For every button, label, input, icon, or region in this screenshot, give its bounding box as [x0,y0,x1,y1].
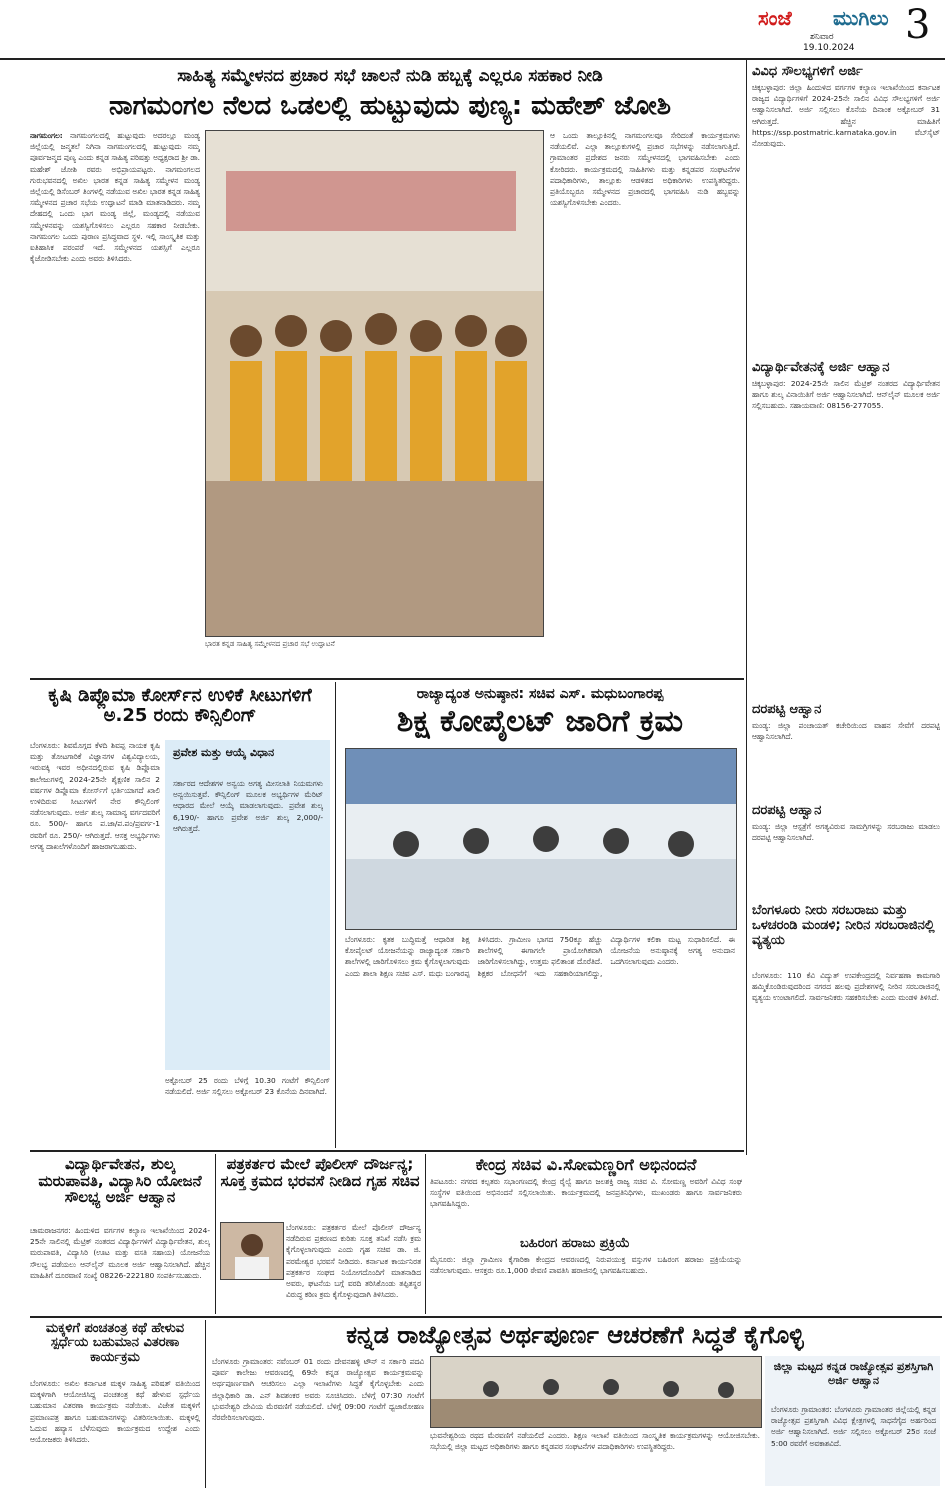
auction-text: ಮೈಸೂರು: ಜಿಲ್ಲಾ ಗ್ರಾಮೀಣ ಕೈಗಾರಿಕಾ ಕೇಂದ್ರದ ಆವರಣದಲ್ಲಿ ನಿರುಪಯುಕ್ತ ವಸ್ತುಗಳ ಬಹಿರಂಗ ಹರಾಜು ಪ್ರಕ್ರಿಯೆಯನ್ನು ನಡೆಸಲಾಗುವುದು. ಆಸಕ್ತರು ರೂ.1,000 ಠೇವಣಿ ಪಾವತಿಸಿ ಹರಾಜಿನಲ್ಲಿ ಭಾಗವಹಿಸಬಹುದು. [430,1255,742,1276]
rajyotsava-headline: ಕನ್ನಡ ರಾಜ್ಯೋತ್ಸವ ಅರ್ಥಪೂರ್ಣ ಆಚರಣೆಗೆ ಸಿದ್ಧತೆ ಕೈಗೊಳ್ಳಿ [346,1321,804,1349]
water-notice-text: ಬೆಂಗಳೂರು: 110 ಕೆವಿ ವಿದ್ಯುತ್ ಉಪಕೇಂದ್ರದಲ್ಲಿ ನಿರ್ವಹಣಾ ಕಾಮಗಾರಿ ಹಮ್ಮಿಕೊಂಡಿರುವುದರಿಂದ ನಗರದ ಹಲವು ಪ್ರದೇಶಗಳಲ್ಲಿ ನೀರಿನ ಸರಬರಾಜಿನಲ್ಲಿ ವ್ಯತ್ಯಯ ಉಂಟಾಗಲಿದೆ. ಸಾರ್ವಜನಿಕರು ಸಹಕರಿಸಬೇಕು ಎಂದು ಮಂಡಳಿ ತಿಳಿಸಿದೆ. [752,971,940,1003]
notice2-text: ಚಿಕ್ಕಬಳ್ಳಾಪುರ: 2024-25ನೇ ಸಾಲಿನ ಮೆಟ್ರಿಕ್ ನಂತರದ ವಿದ್ಯಾರ್ಥಿವೇತನ ಹಾಗೂ ಶುಲ್ಕ ವಿನಾಯಿತಿಗೆ ಅರ್ಜಿ ಆಹ್ವಾನಿಸಲಾಗಿದೆ. ಆನ್‌ಲೈನ್ ಮೂಲಕ ಅರ್ಜಿ ಸಲ್ಲಿಸಬಹುದು. ಸಹಾಯವಾಣಿ: 08156-277055. [752,379,940,411]
brand-name-part1: ಸಂಜೆ [758,6,792,30]
minister-text: ಬೆಂಗಳೂರು: ಕೃತಕ ಬುದ್ಧಿಮತ್ತೆ ಆಧಾರಿತ ಶಿಕ್ಷ ಕೋಪೈಲಟ್ ಯೋಜನೆಯನ್ನು ರಾಜ್ಯಾದ್ಯಂತ ಸರ್ಕಾರಿ ಶಾಲೆಗಳಲ್ಲಿ ಜಾರಿಗೊಳಿಸಲು ಕ್ರಮ ಕೈಗೊಳ್ಳಲಾಗುವುದು ಎಂದು ಶಾಲಾ ಶಿಕ್ಷಣ ಸಚಿವ ಎಸ್. ಮಧು ಬಂಗಾರಪ್ಪ ತಿಳಿಸಿದರು. ಗ್ರಾಮೀಣ ಭಾಗದ 750ಕ್ಕೂ ಹೆಚ್ಚು ಶಾಲೆಗಳಲ್ಲಿ ಈಗಾಗಲೇ ಪ್ರಾಯೋಗಿಕವಾಗಿ ಜಾರಿಗೊಳಿಸಲಾಗಿದ್ದು, ಉತ್ತಮ ಫಲಿತಾಂಶ ದೊರೆತಿದೆ. ಶಿಕ್ಷಕರ ಬೋಧನೆಗೆ ಇದು ಸಹಕಾರಿಯಾಗಲಿದ್ದು, ವಿದ್ಯಾರ್ಥಿಗಳ ಕಲಿಕಾ ಮಟ್ಟ ಸುಧಾರಿಸಲಿದೆ. ಈ ಯೋಜನೆಯ ಅನುಷ್ಠಾನಕ್ಕೆ ಅಗತ್ಯ ಅನುದಾನ ಒದಗಿಸಲಾಗುವುದು ಎಂದರು. [345,935,735,978]
notice2-headline: ವಿದ್ಯಾರ್ಥಿವೇತನಕ್ಕೆ ಅರ್ಜಿ ಆಹ್ವಾನ [752,360,890,375]
auction-headline: ಬಹಿರಂಗ ಹರಾಜು ಪ್ರಕ್ರಿಯೆ [520,1236,630,1251]
agri-text: ಬೆಂಗಳೂರು: ಶಿವಮೊಗ್ಗದ ಕೆಳದಿ ಶಿವಪ್ಪ ನಾಯಕ ಕೃಷಿ ಮತ್ತು ತೋಟಗಾರಿಕೆ ವಿಜ್ಞಾನಗಳ ವಿಶ್ವವಿದ್ಯಾಲಯ, ಇರುವಕ್ಕಿ ಇವರ ಅಧೀನದಲ್ಲಿರುವ ಕೃಷಿ ಡಿಪ್ಲೊಮಾ ಕಾಲೇಜುಗಳಲ್ಲಿ 2024-25ನೇ ಶೈಕ್ಷಣಿಕ ಸಾಲಿನ 2 ವರ್ಷಗಳ ಡಿಪ್ಲೊಮಾ ಕೋರ್ಸ್‌ಗೆ ಭರ್ತಿಯಾಗದೆ ಖಾಲಿ ಉಳಿದಿರುವ ಸೀಟುಗಳಿಗೆ ನೇರ ಕೌನ್ಸಿಲಿಂಗ್ ನಡೆಸಲಾಗುವುದು. ಅರ್ಜಿ ಶುಲ್ಕ ಸಾಮಾನ್ಯ ವರ್ಗದವರಿಗೆ ರೂ. 500/- ಹಾಗೂ ಪ.ಜಾ/ಪ.ಪಂ/ಪ್ರವರ್ಗ-1 ರವರಿಗೆ ರೂ. 250/- ಆಗಿರುತ್ತದೆ. ಆಸಕ್ತ ಅಭ್ಯರ್ಥಿಗಳು ಅಗತ್ಯ ದಾಖಲೆಗಳೊಂದಿಗೆ ಹಾಜರಾಗಬಹುದು. [30,741,160,851]
lead-photo-caption: ಭಾರತ ಕನ್ನಡ ಸಾಹಿತ್ಯ ಸಮ್ಮೇಳನದ ಪ್ರಚಾರ ಸಭೆ ಉದ್ಘಾಟನೆ [205,640,335,648]
agri-info-box [165,740,330,1070]
notice3-headline: ದರಪಟ್ಟಿ ಆಹ್ವಾನ [752,702,822,717]
issue-date: 19.10.2024 [803,43,855,53]
agri-footer-text: ಅಕ್ಟೋಬರ್ 25 ರಂದು ಬೆಳಿಗ್ಗೆ 10.30 ಗಂಟೆಗೆ ಕೌನ್ಸಿಲಿಂಗ್ ನಡೆಯಲಿದೆ. ಅರ್ಜಿ ಸಲ್ಲಿಸಲು ಅಕ್ಟೋಬರ್ 23 ಕೊನೆಯ ದಿನವಾಗಿದೆ. [165,1076,330,1097]
agri-box-text: ಸರ್ಕಾರದ ಆದೇಶಗಳ ಅನ್ವಯ ಅಗತ್ಯ ಮೀಸಲಾತಿ ನಿಯಮಗಳು ಅನ್ವಯಿಸುತ್ತವೆ. ಕೌನ್ಸಿಲಿಂಗ್ ಮೂಲಕ ಅಭ್ಯರ್ಥಿಗಳ ಮೆರಿಟ್ ಆಧಾರದ ಮೇಲೆ ಆಯ್ಕೆ ಮಾಡಲಾಗುವುದು. ಪ್ರವೇಶ ಶುಲ್ಕ 6,190/- ಹಾಗೂ ಪ್ರವೇಶ ಅರ್ಜಿ ಶುಲ್ಕ 2,000/- ಆಗಿರುತ್ತದೆ. [173,779,323,833]
congrats-headline: ಕೇಂದ್ರ ಸಚಿವ ವಿ.ಸೋಮಣ್ಣರಿಗೆ ಅಭಿನಂದನೆ [475,1155,697,1174]
scholarship-text: ಚಾಮರಾಜನಗರ: ಹಿಂದುಳಿದ ವರ್ಗಗಳ ಕಲ್ಯಾಣ ಇಲಾಖೆಯಿಂದ 2024-25ನೇ ಸಾಲಿನಲ್ಲಿ ಮೆಟ್ರಿಕ್ ನಂತರದ ವಿದ್ಯಾರ್ಥಿಗಳಿಗೆ ವಿದ್ಯಾರ್ಥಿವೇತನ, ಶುಲ್ಕ ಮರುಪಾವತಿ, ವಿದ್ಯಾಸಿರಿ (ಊಟ ಮತ್ತು ವಸತಿ ಸಹಾಯ) ಯೋಜನೆಯ ಸೌಲಭ್ಯ ಪಡೆಯಲು ಆನ್‌ಲೈನ್ ಮೂಲಕ ಅರ್ಜಿ ಆಹ್ವಾನಿಸಲಾಗಿದೆ. ಹೆಚ್ಚಿನ ಮಾಹಿತಿಗೆ ದೂರವಾಣಿ ಸಂಖ್ಯೆ 08226-222180 ಸಂಪರ್ಕಿಸಬಹುದು. [30,1226,210,1280]
rajyotsava-photo [430,1356,762,1428]
story-contest-headline: ಮಕ್ಕಳಿಗೆ ಪಂಚತಂತ್ರ ಕಥೆ ಹೇಳುವ ಸ್ಪರ್ಧೆಯ ಬಹುಮಾನ ವಿತರಣಾ ಕಾರ್ಯಕ್ರಮ [45,1321,185,1365]
award-notice-text: ಬೆಂಗಳೂರು ಗ್ರಾಮಾಂತರ: ಬೆಂಗಳೂರು ಗ್ರಾಮಾಂತರ ಜಿಲ್ಲೆಯಲ್ಲಿ ಕನ್ನಡ ರಾಜ್ಯೋತ್ಸವ ಪ್ರಶಸ್ತಿಗಾಗಿ ವಿವಿಧ ಕ್ಷೇತ್ರಗಳಲ್ಲಿ ಸಾಧನೆಗೈದ ಅರ್ಹರಿಂದ ಅರ್ಜಿ ಆಹ್ವಾನಿಸಲಾಗಿದೆ. ಅರ್ಜಿ ಸಲ್ಲಿಸಲು ಅಕ್ಟೋಬರ್ 25ರ ಸಂಜೆ 5:00 ರವರೆಗೆ ಅವಕಾಶವಿದೆ. [771,1405,936,1448]
portrait-graphic [221,1223,283,1279]
brand-name-part2: ಮುಗಿಲು [833,6,889,30]
page-number: 3 [905,2,931,48]
minister-headline: ಶಿಕ್ಷ ಕೋಪೈಲಟ್ ಜಾರಿಗೆ ಕ್ರಮ [396,704,684,739]
lead-photo [205,130,544,637]
lead-dateline: ನಾಗಮಂಗಲ: [30,131,63,140]
rajyotsava-text-right: ಭುವನೇಶ್ವರಿಯ ರಥದ ಮೆರವಣಿಗೆ ನಡೆಯಲಿದೆ ಎಂದರು. ಶಿಕ್ಷಣ ಇಲಾಖೆ ವತಿಯಿಂದ ಸಾಂಸ್ಕೃತಿಕ ಕಾರ್ಯಕ್ರಮಗಳನ್ನು ಆಯೋಜಿಸಬೇಕು. ಸಭೆಯಲ್ಲಿ ಜಿಲ್ಲಾ ಮಟ್ಟದ ಅಧಿಕಾರಿಗಳು ಹಾಗೂ ಕನ್ನಡಪರ ಸಂಘಟನೆಗಳ ಪದಾಧಿಕಾರಿಗಳು ಉಪಸ್ಥಿತರಿದ್ದರು. [430,1431,760,1452]
section-divider-2 [30,1150,744,1152]
rajyotsava-text-left: ಬೆಂಗಳೂರು ಗ್ರಾಮಾಂತರ: ನವೆಂಬರ್ 01 ರಂದು ದೇವನಹಳ್ಳಿ ಟೌನ್ ನ ಸರ್ಕಾರಿ ಪದವಿ ಪೂರ್ವ ಕಾಲೇಜು ಆವರಣದಲ್ಲಿ 69ನೇ ಕನ್ನಡ ರಾಜ್ಯೋತ್ಸವ ಕಾರ್ಯಕ್ರಮವನ್ನು ಅರ್ಥಪೂರ್ಣವಾಗಿ ಆಚರಿಸಲು ಎಲ್ಲಾ ಇಲಾಖೆಗಳು ಸಿದ್ಧತೆ ಕೈಗೊಳ್ಳಬೇಕು ಎಂದು ಜಿಲ್ಲಾಧಿಕಾರಿ ಡಾ. ಎನ್ ಶಿವಶಂಕರ ಅವರು ಸೂಚಿಸಿದರು. ಬೆಳಿಗ್ಗೆ 07:30 ಗಂಟೆಗೆ ಭುವನೇಶ್ವರಿ ದೇವಿಯ ಮೆರವಣಿಗೆ ನಡೆಯಲಿದೆ. ಬೆಳಿಗ್ಗೆ 09:00 ಗಂಟೆಗೆ ಧ್ವಜಾರೋಹಣ ನೆರವೇರಿಸಲಾಗುವುದು. [212,1357,424,1423]
notice1-text: ಚಿಕ್ಕಬಳ್ಳಾಪುರ: ಜಿಲ್ಲಾ ಹಿಂದುಳಿದ ವರ್ಗಗಳ ಕಲ್ಯಾಣ ಇಲಾಖೆಯಿಂದ ಕರ್ನಾಟಕ ರಾಜ್ಯದ ವಿದ್ಯಾರ್ಥಿಗಳಿಗೆ 2024-25ನೇ ಸಾಲಿನ ವಿವಿಧ ಸೌಲಭ್ಯಗಳಿಗೆ ಅರ್ಜಿ ಆಹ್ವಾನಿಸಲಾಗಿದೆ. ಅರ್ಜಿ ಸಲ್ಲಿಸಲು ಕೊನೆಯ ದಿನಾಂಕ ಅಕ್ಟೋಬರ್ 31 ಆಗಿರುತ್ತದೆ. ಹೆಚ್ಚಿನ ಮಾಹಿತಿಗೆ https://ssp.postmatric.karnataka.gov.in ವೆಬ್‌ಸೈಟ್ ನೋಡುವುದು. [752,83,940,149]
official-meeting-photo-graphic [431,1357,761,1427]
notice3-text: ಮಂಡ್ಯ: ಜಿಲ್ಲಾ ಪಂಚಾಯತ್ ಕಚೇರಿಯಿಂದ ವಾಹನ ಸೇವೆಗೆ ದರಪಟ್ಟಿ ಆಹ್ವಾನಿಸಲಾಗಿದೆ. [752,721,940,742]
minister-photo [345,748,737,930]
column-divider-2 [335,682,336,1148]
notice4-text: ಮಂಡ್ಯ: ಜಿಲ್ಲಾ ಆಸ್ಪತ್ರೆಗೆ ಅಗತ್ಯವಿರುವ ಸಾಮಗ್ರಿಗಳನ್ನು ಸರಬರಾಜು ಮಾಡಲು ದರಪಟ್ಟಿ ಆಹ್ವಾನಿಸಲಾಗಿದೆ. [752,822,940,843]
column-divider-5 [205,1320,206,1488]
issue-day: ಶನಿವಾರ [810,32,834,42]
minister-portrait [220,1222,284,1280]
lead-headline: ನಾಗಮಂಗಲ ನೆಲದ ಒಡಲಲ್ಲಿ ಹುಟ್ಟುವುದು ಪುಣ್ಯ: ಮಹೇಶ್ ಜೋಶಿ [108,91,672,121]
award-notice-box [765,1356,940,1486]
ceremony-photo-graphic [206,131,543,636]
column-divider-3 [215,1154,216,1314]
notice1-headline: ವಿವಿಧ ಸೌಲಭ್ಯಗಳಿಗೆ ಅರ್ಜಿ [752,64,863,79]
meeting-photo-graphic [346,749,736,929]
notice4-headline: ದರಪಟ್ಟಿ ಆಹ್ವಾನ [752,803,822,818]
agri-headline: ಕೃಷಿ ಡಿಪ್ಲೊಮಾ ಕೋರ್ಸ್‌ನ ಉಳಿಕೆ ಸೀಟುಗಳಿಗೆ ಅ.25 ರಂದು ಕೌನ್ಸಿಲಿಂಗ್ [48,685,312,726]
lead-kicker: ಸಾಹಿತ್ಯ ಸಮ್ಮೇಳನದ ಪ್ರಚಾರ ಸಭೆ ಚಾಲನೆ ನುಡಿ ಹಬ್ಬಕ್ಕೆ ಎಲ್ಲರೂ ಸಹಕಾರ ನೀಡಿ [177,66,603,86]
scholarship-headline: ವಿದ್ಯಾರ್ಥಿವೇತನ, ಶುಲ್ಕ ಮರುಪಾವತಿ, ವಿದ್ಯಾಸಿರಿ ಯೋಜನೆ ಸೌಲಭ್ಯ ಅರ್ಜಿ ಆಹ್ವಾನ [38,1155,202,1206]
lead-text-mid: ಆ ಒಂದು ತಾಲ್ಲೂಕಿನಲ್ಲಿ ನಾಗಮಂಗಲವೂ ಸೇರಿದಂತೆ ಕಾರ್ಯಕ್ರಮಗಳು ನಡೆಯಲಿವೆ. ಎಲ್ಲಾ ತಾಲ್ಲೂಕುಗಳಲ್ಲಿ ಪ್ರಚಾರ ಸಭೆಗಳನ್ನು ನಡೆಸಲಾಗುತ್ತಿದೆ. ಗ್ರಾಮಾಂತರ ಪ್ರದೇಶದ ಜನರು ಸಮ್ಮೇಳನದಲ್ಲಿ ಭಾಗವಹಿಸಬೇಕು ಎಂದು ಕೋರಿದರು. ಕಾರ್ಯಕ್ರಮದಲ್ಲಿ ಸಾಹಿತಿಗಳು ಮತ್ತು ಕನ್ನಡಪರ ಸಂಘಟನೆಗಳ ಪದಾಧಿಕಾರಿಗಳು, ತಾಲ್ಲೂಕು ಆಡಳಿತದ ಅಧಿಕಾರಿಗಳು ಉಪಸ್ಥಿತರಿದ್ದರು. ಪ್ರತಿಯೊಬ್ಬರೂ ಸಮ್ಮೇಳನದ ಪ್ರಚಾರದಲ್ಲಿ ಭಾಗವಹಿಸಿ ನುಡಿ ಹಬ್ಬವನ್ನು ಯಶಸ್ವಿಗೊಳಿಸಬೇಕು ಎಂದರು. [550,131,740,208]
agri-box-title: ಪ್ರವೇಶ ಮತ್ತು ಆಯ್ಕೆ ವಿಧಾನ [173,746,275,759]
police-text: ಬೆಂಗಳೂರು: ಪತ್ರಕರ್ತರ ಮೇಲೆ ಪೊಲೀಸ್ ದೌರ್ಜನ್ಯ ನಡೆದಿರುವ ಪ್ರಕರಣದ ಕುರಿತು ಸೂಕ್ತ ತನಿಖೆ ನಡೆಸಿ ಕ್ರಮ ಕೈಗೊಳ್ಳಲಾಗುವುದು ಎಂದು ಗೃಹ ಸಚಿವ ಡಾ. ಜಿ. ಪರಮೇಶ್ವರ ಭರವಸೆ ನೀಡಿದರು. ಕರ್ನಾಟಕ ಕಾರ್ಯನಿರತ ಪತ್ರಕರ್ತರ ಸಂಘದ ನಿಯೋಗದೊಂದಿಗೆ ಮಾತನಾಡಿದ ಅವರು, ಘಟನೆಯ ಬಗ್ಗೆ ವರದಿ ತರಿಸಿಕೊಂಡು ತಪ್ಪಿತಸ್ಥರ ವಿರುದ್ಧ ಕಠಿಣ ಕ್ರಮ ಕೈಗೊಳ್ಳುವುದಾಗಿ ತಿಳಿಸಿದರು. [286,1223,421,1300]
story-contest-text: ಬೆಂಗಳೂರು: ಅಖಿಲ ಕರ್ನಾಟಕ ಮಕ್ಕಳ ಸಾಹಿತ್ಯ ಪರಿಷತ್ ವತಿಯಿಂದ ಮಕ್ಕಳಿಗಾಗಿ ಆಯೋಜಿಸಿದ್ದ ಪಂಚತಂತ್ರ ಕಥೆ ಹೇಳುವ ಸ್ಪರ್ಧೆಯ ಬಹುಮಾನ ವಿತರಣಾ ಕಾರ್ಯಕ್ರಮ ನಡೆಯಿತು. ವಿಜೇತ ಮಕ್ಕಳಿಗೆ ಪ್ರಮಾಣಪತ್ರ ಹಾಗೂ ಬಹುಮಾನಗಳನ್ನು ವಿತರಿಸಲಾಯಿತು. ಮಕ್ಕಳಲ್ಲಿ ಓದುವ ಹವ್ಯಾಸ ಬೆಳೆಸುವುದು ಕಾರ್ಯಕ್ರಮದ ಉದ್ದೇಶ ಎಂದು ಆಯೋಜಕರು ತಿಳಿಸಿದರು. [30,1379,200,1445]
brand-logo [758,6,908,53]
lead-body-left: ನಾಗಮಂಗಲದಲ್ಲಿ ಹುಟ್ಟುವುದು ಅದರಲ್ಲೂ ಮಂಡ್ಯ ಜಿಲ್ಲೆಯಲ್ಲಿ ಜನ್ಮತಲೆ ನಿಗಿನಾ ನಾಗಮಂಗಲದಲ್ಲಿ ಹುಟ್ಟುವುದು ನಮ್ಮ ಪೂರ್ವಜನ್ಮದ ಪುಣ್ಯ ಎಂದು ಕನ್ನಡ ಸಾಹಿತ್ಯ ಪರಿಷತ್ತು ಅಧ್ಯಕ್ಷರಾದ ಶ್ರೀ ಡಾ. ಮಹೇಶ್ ಜೋಶಿ ರವರು ಅಭಿಪ್ರಾಯಪಟ್ಟರು. ನಾಗಮಂಗಲದ ಗುರುಭವನದಲ್ಲಿ ಅಖಿಲ ಭಾರತ ಕನ್ನಡ ಸಾಹಿತ್ಯ ಸಮ್ಮೇಳನ ಮಂಡ್ಯ ಜಿಲ್ಲೆಯಲ್ಲಿ ಡಿಸೆಂಬರ್ ತಿಂಗಳಲ್ಲಿ ನಡೆಯುವ ಅಖಿಲ ಭಾರತ ಕನ್ನಡ ಸಾಹಿತ್ಯ ಸಮ್ಮೇಳನದ ಪ್ರಚಾರ ಸಭೆಯ ಉದ್ಘಾಟನೆ ಮಾಡಿ ಮಾತನಾಡಿದರು. ನಮ್ಮ ದೇಹದಲ್ಲಿ ಒಂದು ಭಾಗ ಮಂಡ್ಯ ಜಿಲ್ಲೆ, ಮಂಡ್ಯದಲ್ಲಿ ನಡೆಯುವ ಸಮ್ಮೇಳನವನ್ನು ಯಶಸ್ವಿಗೊಳಿಸಲು ಎಲ್ಲರೂ ಸಹಕಾರ ನೀಡಬೇಕು. ನಾಗಮಂಗಲ ಒಂದು ಪುರಾಣ ಪ್ರಸಿದ್ಧವಾದ ಸ್ಥಳ. ಇಲ್ಲಿ ಸಾಂಸ್ಕೃತಿಕ ಮತ್ತು ಐತಿಹಾಸಿಕ ಪರಂಪರೆ ಇದೆ. ಸಮ್ಮೇಳನದ ಯಶಸ್ಸಿಗೆ ಎಲ್ಲರೂ ಕೈಜೋಡಿಸಬೇಕು ಎಂದು ಅವರು ತಿಳಿಸಿದರು. [30,131,200,264]
section-divider-1 [30,678,744,680]
lead-text-left [30,130,200,672]
masthead [0,0,945,60]
minister-kicker: ರಾಜ್ಯಾದ್ಯಂತ ಅನುಷ್ಠಾನ: ಸಚಿವ ಎಸ್. ಮಧುಬಂಗಾರಪ್ಪ [416,686,664,702]
right-column-divider [746,60,747,1155]
award-notice-title: ಜಿಲ್ಲಾ ಮಟ್ಟದ ಕನ್ನಡ ರಾಜ್ಯೋತ್ಸವ ಪ್ರಶಸ್ತಿಗಾಗಿ ಅರ್ಜಿ ಆಹ್ವಾನ [773,1360,934,1387]
water-notice-headline: ಬೆಂಗಳೂರು ನೀರು ಸರಬರಾಜು ಮತ್ತು ಒಳಚರಂಡಿ ಮಂಡಳಿ; ನೀರಿನ ಸರಬರಾಜಿನಲ್ಲಿ ವ್ಯತ್ಯಯ [752,903,935,948]
congrats-text: ತಿಪಟೂರು: ನಗರದ ಕಲ್ಪತರು ಸಭಾಂಗಣದಲ್ಲಿ ಕೇಂದ್ರ ರೈಲ್ವೆ ಹಾಗೂ ಜಲಶಕ್ತಿ ರಾಜ್ಯ ಸಚಿವ ವಿ. ಸೋಮಣ್ಣ ಅವರಿಗೆ ವಿವಿಧ ಸಂಘ ಸಂಸ್ಥೆಗಳ ವತಿಯಿಂದ ಅಭಿನಂದನೆ ಸಲ್ಲಿಸಲಾಯಿತು. ಕಾರ್ಯಕ್ರಮದಲ್ಲಿ ಜನಪ್ರತಿನಿಧಿಗಳು, ಮುಖಂಡರು ಹಾಗೂ ಸಾರ್ವಜನಿಕರು ಭಾಗವಹಿಸಿದ್ದರು. [430,1177,742,1209]
section-divider-3 [30,1316,942,1318]
police-headline: ಪತ್ರಕರ್ತರ ಮೇಲೆ ಪೊಲೀಸ್ ದೌರ್ಜನ್ಯ; ಸೂಕ್ತ ಕ್ರಮದ ಭರವಸೆ ನೀಡಿದ ಗೃಹ ಸಚಿವ [220,1155,420,1190]
column-divider-4 [425,1154,426,1314]
